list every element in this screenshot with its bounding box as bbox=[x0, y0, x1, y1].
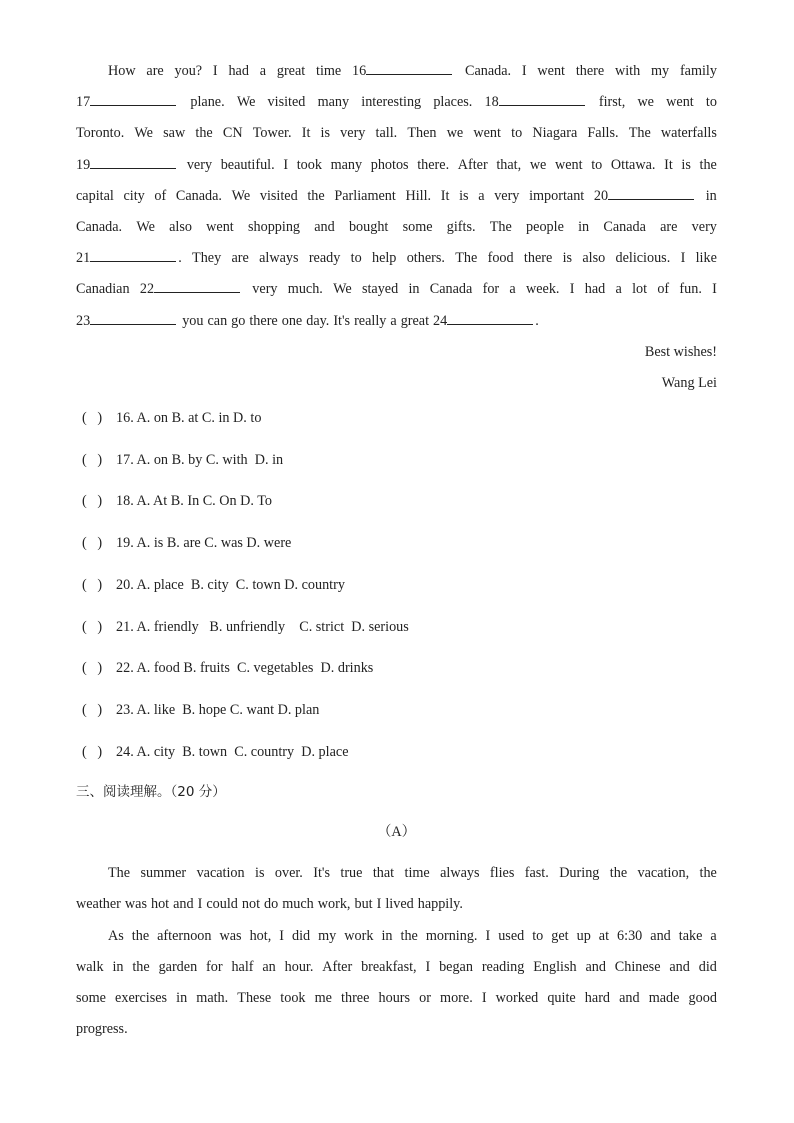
word: very bbox=[186, 156, 213, 173]
answer-blank[interactable] bbox=[366, 58, 452, 75]
word: began bbox=[439, 958, 473, 975]
text-line bbox=[76, 983, 717, 1014]
word: It bbox=[301, 125, 311, 142]
word: the bbox=[699, 156, 717, 173]
question-options: 21. A. friendly B. unfriendly C. strict D. serious bbox=[116, 618, 409, 635]
word: really bbox=[354, 312, 387, 329]
word: good bbox=[688, 990, 717, 1006]
word: in bbox=[381, 927, 393, 944]
blank-group bbox=[76, 243, 182, 274]
word: places. bbox=[433, 94, 473, 111]
word: take bbox=[678, 927, 703, 944]
word: the bbox=[699, 865, 717, 882]
word: weather bbox=[76, 896, 121, 913]
word: We bbox=[134, 125, 153, 142]
signature-line: Wang Lei bbox=[661, 374, 717, 391]
word: capital bbox=[76, 187, 114, 204]
word: my bbox=[318, 927, 337, 944]
word: I bbox=[283, 156, 289, 173]
word: hot, bbox=[249, 927, 272, 944]
word: waterfalls bbox=[660, 125, 717, 142]
word: are bbox=[146, 63, 164, 79]
word: fun. bbox=[679, 281, 702, 298]
word: is bbox=[562, 250, 573, 267]
text-line bbox=[76, 212, 717, 243]
answer-paren[interactable]: ( ) bbox=[82, 701, 103, 718]
word: go bbox=[231, 312, 246, 329]
word: We bbox=[136, 218, 155, 235]
word: great bbox=[400, 312, 430, 329]
question-item bbox=[76, 653, 717, 695]
word: there. bbox=[417, 156, 450, 173]
word: Canada bbox=[603, 218, 646, 235]
word: did bbox=[698, 958, 717, 975]
answer-blank[interactable] bbox=[90, 152, 176, 169]
word: 6:30 bbox=[617, 927, 643, 944]
word: people bbox=[526, 218, 564, 235]
word: I bbox=[521, 63, 527, 79]
word: but bbox=[354, 896, 373, 913]
word: made bbox=[648, 990, 680, 1006]
question-list bbox=[76, 403, 717, 778]
word: is bbox=[681, 156, 691, 173]
cloze-passage bbox=[76, 56, 717, 337]
text-line bbox=[76, 243, 717, 274]
subsection-title: （A） bbox=[377, 824, 416, 841]
word: to bbox=[705, 94, 717, 111]
text-line bbox=[76, 1014, 717, 1045]
word: the bbox=[400, 927, 418, 944]
question-item bbox=[76, 486, 717, 528]
word: a bbox=[259, 63, 267, 79]
closing-line: Best wishes! bbox=[644, 343, 717, 360]
word: I bbox=[680, 250, 686, 267]
word: important bbox=[529, 187, 585, 204]
word: 20 bbox=[593, 187, 609, 204]
word: a bbox=[509, 281, 516, 298]
word: my bbox=[651, 63, 670, 79]
answer-blank[interactable] bbox=[447, 308, 533, 325]
word: Then bbox=[407, 125, 437, 142]
word: some bbox=[402, 218, 433, 235]
word: used bbox=[498, 927, 525, 944]
word: very bbox=[494, 187, 520, 204]
word: went bbox=[666, 94, 694, 111]
reading-passage bbox=[76, 858, 717, 1045]
word: family bbox=[679, 63, 717, 79]
word: is bbox=[320, 125, 331, 142]
answer-paren[interactable]: ( ) bbox=[82, 618, 103, 635]
word: much. bbox=[287, 281, 323, 298]
word: saw bbox=[163, 125, 186, 142]
word: always bbox=[440, 865, 480, 882]
word: 23 bbox=[76, 312, 91, 329]
word: you bbox=[182, 312, 204, 329]
word: hour. bbox=[284, 958, 314, 975]
word: food bbox=[487, 250, 514, 267]
blank-group bbox=[76, 87, 178, 118]
word: to bbox=[532, 927, 544, 944]
word: to bbox=[350, 250, 362, 267]
question-options: 20. A. place B. city C. town D. country bbox=[116, 576, 345, 593]
answer-blank[interactable] bbox=[499, 89, 585, 106]
word: summer bbox=[140, 865, 187, 882]
word: and bbox=[314, 218, 335, 235]
word: 22 bbox=[139, 281, 155, 298]
word: many bbox=[330, 156, 363, 173]
word: hours bbox=[378, 990, 411, 1006]
word: did bbox=[292, 927, 311, 944]
word: took bbox=[280, 990, 306, 1006]
question-item bbox=[76, 528, 717, 570]
word: was bbox=[124, 896, 147, 913]
word: went bbox=[206, 218, 234, 235]
word: not bbox=[241, 896, 261, 913]
text-line bbox=[76, 56, 717, 87]
word: took bbox=[296, 156, 322, 173]
word: . bbox=[178, 250, 182, 267]
word: Chinese bbox=[614, 958, 661, 975]
word: It's bbox=[333, 312, 351, 329]
word: work, bbox=[317, 896, 351, 913]
word: the bbox=[307, 187, 325, 204]
answer-paren[interactable]: ( ) bbox=[82, 576, 103, 593]
text-line bbox=[76, 306, 717, 337]
word: can bbox=[207, 312, 228, 329]
word: I bbox=[425, 958, 431, 975]
word: The bbox=[489, 218, 512, 235]
word: half bbox=[231, 958, 254, 975]
word: happily. bbox=[417, 896, 463, 913]
answer-blank[interactable] bbox=[90, 245, 176, 262]
word: went bbox=[473, 125, 501, 142]
word: lived bbox=[385, 896, 414, 913]
word: in bbox=[408, 281, 420, 298]
word: vacation bbox=[196, 865, 245, 882]
word: tall. bbox=[375, 125, 398, 142]
word: Canadian bbox=[76, 281, 130, 298]
word: up bbox=[576, 927, 591, 944]
word: fast. bbox=[524, 865, 549, 882]
word: we bbox=[529, 156, 547, 173]
word: math. bbox=[196, 990, 229, 1006]
word: in bbox=[176, 990, 188, 1006]
word: very bbox=[340, 125, 366, 142]
word: in bbox=[705, 187, 717, 204]
word: garden bbox=[158, 958, 198, 975]
word: for bbox=[482, 281, 500, 298]
word: could bbox=[206, 896, 238, 913]
word: went bbox=[537, 63, 566, 79]
answer-blank[interactable] bbox=[608, 183, 694, 200]
word: very bbox=[252, 281, 278, 298]
word: plane. bbox=[190, 94, 225, 111]
blank-group bbox=[594, 181, 696, 212]
word: a bbox=[478, 187, 485, 204]
word: some bbox=[76, 990, 106, 1006]
blank-group bbox=[76, 150, 178, 181]
word: me bbox=[314, 990, 332, 1006]
answer-blank[interactable] bbox=[154, 276, 240, 293]
word: to bbox=[591, 156, 603, 173]
word: an bbox=[262, 958, 276, 975]
word: visited bbox=[259, 187, 298, 204]
word: During bbox=[559, 865, 600, 882]
word: interesting bbox=[361, 94, 422, 111]
word: shopping bbox=[247, 218, 301, 235]
word: also bbox=[169, 218, 192, 235]
word: hard bbox=[584, 990, 611, 1006]
word: exercises bbox=[115, 990, 168, 1006]
word: the bbox=[131, 927, 150, 944]
word: reading bbox=[481, 958, 525, 975]
word: After bbox=[457, 156, 488, 173]
word: time bbox=[316, 63, 342, 79]
word: 24 bbox=[433, 312, 448, 329]
text-line bbox=[76, 150, 717, 181]
word: very bbox=[691, 218, 717, 235]
text-line bbox=[76, 181, 717, 212]
word: the bbox=[132, 958, 150, 975]
word: I bbox=[485, 927, 491, 944]
word: of bbox=[154, 187, 167, 204]
word: 18 bbox=[484, 94, 499, 111]
word: do bbox=[264, 896, 279, 913]
word: worked bbox=[495, 990, 539, 1006]
word: at bbox=[598, 927, 610, 944]
word: I bbox=[481, 990, 487, 1006]
word: there bbox=[523, 250, 553, 267]
answer-blank[interactable] bbox=[90, 89, 176, 106]
word: The bbox=[108, 865, 131, 882]
answer-paren[interactable]: ( ) bbox=[82, 660, 103, 677]
question-item bbox=[76, 445, 717, 487]
word: gifts. bbox=[446, 218, 476, 235]
word: progress. bbox=[76, 1021, 128, 1038]
word: 19 bbox=[76, 156, 91, 173]
blank-group bbox=[76, 306, 178, 337]
word: also bbox=[582, 250, 606, 267]
word: After bbox=[322, 958, 353, 975]
word: to bbox=[511, 125, 523, 142]
text-line bbox=[76, 87, 717, 118]
word: in bbox=[112, 958, 124, 975]
word: the bbox=[609, 865, 628, 882]
word: great bbox=[276, 63, 306, 79]
word: is bbox=[255, 865, 265, 882]
word: As bbox=[108, 927, 124, 944]
word: a bbox=[390, 312, 397, 329]
word: quite bbox=[547, 990, 576, 1006]
word: we bbox=[446, 125, 464, 142]
word: stayed bbox=[361, 281, 399, 298]
word: that bbox=[372, 865, 395, 882]
word: I bbox=[212, 63, 218, 79]
blank-group bbox=[140, 274, 242, 305]
word: much bbox=[282, 896, 314, 913]
blank-group bbox=[485, 87, 587, 118]
word: 21 bbox=[76, 250, 91, 267]
text-line bbox=[76, 274, 717, 305]
question-item bbox=[76, 695, 717, 737]
word: we bbox=[637, 94, 654, 111]
answer-paren[interactable]: ( ) bbox=[82, 743, 103, 760]
word: flies bbox=[489, 865, 515, 882]
word: went bbox=[555, 156, 583, 173]
word: always bbox=[259, 250, 299, 267]
word: that, bbox=[496, 156, 522, 173]
word: in bbox=[578, 218, 590, 235]
word: breakfast, bbox=[361, 958, 417, 975]
word: three bbox=[341, 990, 370, 1006]
word: bought bbox=[348, 218, 389, 235]
word: These bbox=[237, 990, 272, 1006]
document-page bbox=[76, 56, 717, 1045]
word: and bbox=[585, 958, 606, 975]
word: are bbox=[660, 218, 678, 235]
question-item bbox=[76, 403, 717, 445]
blank-group bbox=[433, 306, 539, 337]
word: one bbox=[281, 312, 303, 329]
word: Tower. bbox=[252, 125, 292, 142]
word: and bbox=[650, 927, 671, 944]
word: It bbox=[440, 187, 450, 204]
word: hot bbox=[150, 896, 170, 913]
word: ready bbox=[308, 250, 341, 267]
question-options: 17. A. on B. by C. with D. in bbox=[116, 451, 284, 468]
word: work bbox=[344, 927, 374, 944]
word: It bbox=[664, 156, 673, 173]
text-line bbox=[76, 118, 717, 149]
answer-paren[interactable]: ( ) bbox=[82, 410, 103, 427]
question-item bbox=[76, 570, 717, 612]
word: and bbox=[619, 990, 640, 1006]
word: CN bbox=[222, 125, 243, 142]
word: delicious. bbox=[615, 250, 671, 267]
word: there bbox=[249, 312, 278, 329]
question-item bbox=[76, 737, 717, 779]
question-options: 16. A. on B. at C. in D. to bbox=[116, 410, 262, 427]
question-options: 18. A. At B. In C. On D. To bbox=[116, 493, 273, 510]
word: Canada. bbox=[465, 63, 512, 79]
word: We bbox=[333, 281, 352, 298]
word: the bbox=[195, 125, 213, 142]
word: was bbox=[219, 927, 242, 944]
word: lot bbox=[632, 281, 648, 298]
word: I bbox=[569, 281, 575, 298]
question-options: 22. A. food B. fruits C. vegetables D. drinks bbox=[116, 660, 374, 677]
word: there bbox=[575, 63, 605, 79]
word: beautiful. bbox=[220, 156, 275, 173]
text-line bbox=[76, 952, 717, 983]
word: vacation, bbox=[637, 865, 690, 882]
text-line bbox=[76, 921, 717, 952]
word: Canada. bbox=[76, 218, 123, 235]
word: afternoon bbox=[157, 927, 212, 944]
word: Canada. bbox=[175, 187, 222, 204]
word: 17 bbox=[76, 94, 91, 111]
word: of bbox=[657, 281, 670, 298]
word: The bbox=[628, 125, 651, 142]
word: many bbox=[317, 94, 350, 111]
answer-paren[interactable]: ( ) bbox=[82, 451, 103, 468]
word: week. bbox=[525, 281, 560, 298]
word: true bbox=[340, 865, 363, 882]
question-options: 24. A. city B. town C. country D. place bbox=[116, 743, 349, 760]
word: I bbox=[279, 927, 284, 944]
blank-group bbox=[352, 56, 454, 87]
word: had bbox=[228, 63, 249, 79]
word: . bbox=[535, 312, 539, 329]
word: or bbox=[419, 990, 431, 1006]
word: first, bbox=[598, 94, 626, 111]
word: day. bbox=[306, 312, 330, 329]
word: you? bbox=[174, 63, 203, 79]
word: walk bbox=[76, 958, 104, 975]
word: a bbox=[710, 927, 717, 944]
word: We bbox=[236, 94, 256, 111]
word: Parliament bbox=[334, 187, 396, 204]
word: is bbox=[459, 187, 469, 204]
word: help bbox=[371, 250, 397, 267]
word: Ottawa. bbox=[610, 156, 656, 173]
question-item bbox=[76, 612, 717, 654]
word: had bbox=[584, 281, 606, 298]
word: more. bbox=[440, 990, 473, 1006]
word: over. bbox=[274, 865, 303, 882]
word: They bbox=[192, 250, 222, 267]
answer-paren[interactable]: ( ) bbox=[82, 535, 103, 552]
word: Toronto. bbox=[76, 125, 125, 142]
word: It's bbox=[313, 865, 330, 882]
answer-blank[interactable] bbox=[90, 308, 176, 325]
word: I bbox=[197, 896, 203, 913]
word: are bbox=[231, 250, 249, 267]
word: like bbox=[695, 250, 717, 267]
word: Hill. bbox=[405, 187, 432, 204]
question-options: 19. A. is B. are C. was D. were bbox=[116, 535, 292, 552]
word: Niagara bbox=[532, 125, 578, 142]
word: Canada bbox=[429, 281, 473, 298]
word: for bbox=[206, 958, 223, 975]
word: and bbox=[669, 958, 690, 975]
word: I bbox=[712, 281, 717, 298]
question-options: 23. A. like B. hope C. want D. plan bbox=[116, 701, 320, 718]
section-title: 三、阅读理解。（20 分） bbox=[76, 784, 226, 801]
word: city bbox=[123, 187, 145, 204]
word: time bbox=[404, 865, 430, 882]
word: We bbox=[231, 187, 251, 204]
word: with bbox=[614, 63, 641, 79]
word: English bbox=[533, 958, 577, 975]
word: The bbox=[455, 250, 478, 267]
answer-paren[interactable]: ( ) bbox=[82, 493, 103, 510]
word: Falls. bbox=[587, 125, 619, 142]
text-line bbox=[76, 889, 717, 920]
word: I bbox=[376, 896, 382, 913]
word: morning. bbox=[425, 927, 478, 944]
word: and bbox=[173, 896, 194, 913]
word: 16 bbox=[352, 63, 367, 79]
word: visited bbox=[267, 94, 306, 111]
word: a bbox=[615, 281, 622, 298]
word: photos bbox=[370, 156, 409, 173]
word: How bbox=[108, 63, 136, 79]
word: others. bbox=[406, 250, 445, 267]
text-line bbox=[76, 858, 717, 889]
word: get bbox=[551, 927, 569, 944]
